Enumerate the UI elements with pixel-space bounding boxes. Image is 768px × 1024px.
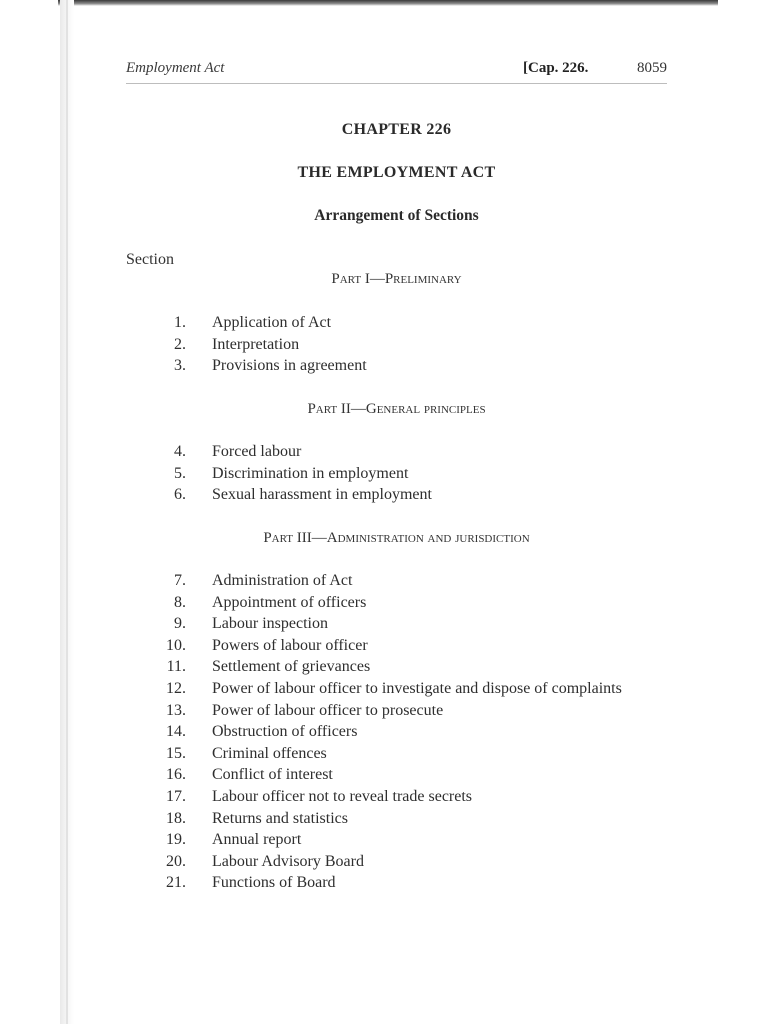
section-title: Appointment of officers xyxy=(212,593,367,611)
section-row xyxy=(126,594,686,616)
section-title: Administration of Act xyxy=(212,572,353,589)
section-row xyxy=(126,853,686,875)
section-title: Labour officer not to reveal trade secrets xyxy=(212,787,473,805)
section-title: Labour Advisory Board xyxy=(212,852,364,870)
section-row xyxy=(126,615,686,637)
section-number: 6. xyxy=(174,486,186,504)
section-row xyxy=(126,486,686,508)
section-number: 4. xyxy=(174,443,186,460)
section-title: Power of labour officer to prosecute xyxy=(212,701,444,719)
section-row xyxy=(126,874,686,896)
section-title: Powers of labour officer xyxy=(212,636,368,654)
section-title: Sexual harassment in employment xyxy=(212,486,432,504)
section-row xyxy=(126,831,686,853)
section-row xyxy=(126,336,686,358)
page-binding-edge xyxy=(66,0,68,1024)
section-title: Criminal offences xyxy=(212,744,327,762)
section-number: 5. xyxy=(174,464,186,482)
section-number: 17. xyxy=(166,787,186,805)
act-title: THE EMPLOYMENT ACT xyxy=(297,164,496,181)
running-head-title: Employment Act xyxy=(126,60,225,76)
section-row xyxy=(126,637,686,659)
section-number: 18. xyxy=(166,809,186,827)
section-row xyxy=(126,314,686,336)
section-row xyxy=(126,572,686,594)
part-heading-text: Part II—General principles xyxy=(307,401,486,417)
section-number: 16. xyxy=(166,766,186,784)
part-heading xyxy=(126,271,667,288)
part-heading-text: Part I—Preliminary xyxy=(331,271,462,287)
part-heading-text: Part III—Administration and jurisdiction xyxy=(263,530,530,546)
section-row xyxy=(126,810,686,832)
section-number: 14. xyxy=(166,723,186,741)
section-title: Provisions in agreement xyxy=(212,357,367,375)
section-number: 8. xyxy=(174,593,186,611)
section-number: 21. xyxy=(166,874,186,892)
section-title: Annual report xyxy=(212,831,302,849)
section-column-label: Section xyxy=(126,251,174,268)
section-number: 19. xyxy=(166,831,186,849)
section-list xyxy=(126,314,686,379)
section-title: Interpretation xyxy=(212,335,300,353)
section-row xyxy=(126,723,686,745)
section-row xyxy=(126,357,686,379)
section-title: Returns and statistics xyxy=(212,809,348,827)
page-top-edge xyxy=(58,0,718,6)
section-number: 13. xyxy=(166,701,186,719)
arrangement-heading: Arrangement of Sections xyxy=(314,207,479,224)
section-title: Forced labour xyxy=(212,443,302,460)
section-title: Discrimination in employment xyxy=(212,464,409,482)
section-title: Labour inspection xyxy=(212,615,328,633)
chapter-heading: CHAPTER 226 xyxy=(341,121,452,138)
section-row xyxy=(126,766,686,788)
section-number: 9. xyxy=(174,615,186,633)
part-heading xyxy=(126,530,667,547)
running-head-rule xyxy=(126,83,667,84)
section-number: 2. xyxy=(174,335,186,353)
section-number: 12. xyxy=(166,679,186,697)
section-row xyxy=(126,745,686,767)
section-number: 3. xyxy=(174,357,186,375)
section-title: Settlement of grievances xyxy=(212,658,371,676)
section-number: 15. xyxy=(166,744,186,762)
section-number: 7. xyxy=(174,572,186,589)
section-list xyxy=(126,572,686,896)
section-title: Functions of Board xyxy=(212,874,336,892)
page-number: 8059 xyxy=(637,60,667,76)
section-number: 11. xyxy=(166,658,186,676)
section-title: Application of Act xyxy=(212,314,332,331)
part-heading xyxy=(126,401,667,418)
section-title: Conflict of interest xyxy=(212,766,333,784)
running-head xyxy=(126,60,667,82)
section-title: Power of labour officer to investigate and dispose of complaints xyxy=(212,679,622,697)
section-row xyxy=(126,680,686,702)
section-list xyxy=(126,443,686,508)
section-number: 10. xyxy=(166,636,186,654)
section-row xyxy=(126,788,686,810)
section-number: 20. xyxy=(166,852,186,870)
section-number: 1. xyxy=(174,314,186,331)
section-row xyxy=(126,702,686,724)
section-title: Obstruction of officers xyxy=(212,723,358,741)
running-head-chapter-ref: [Cap. 226. xyxy=(523,60,589,76)
section-row xyxy=(126,465,686,487)
section-row xyxy=(126,658,686,680)
section-row xyxy=(126,443,686,465)
